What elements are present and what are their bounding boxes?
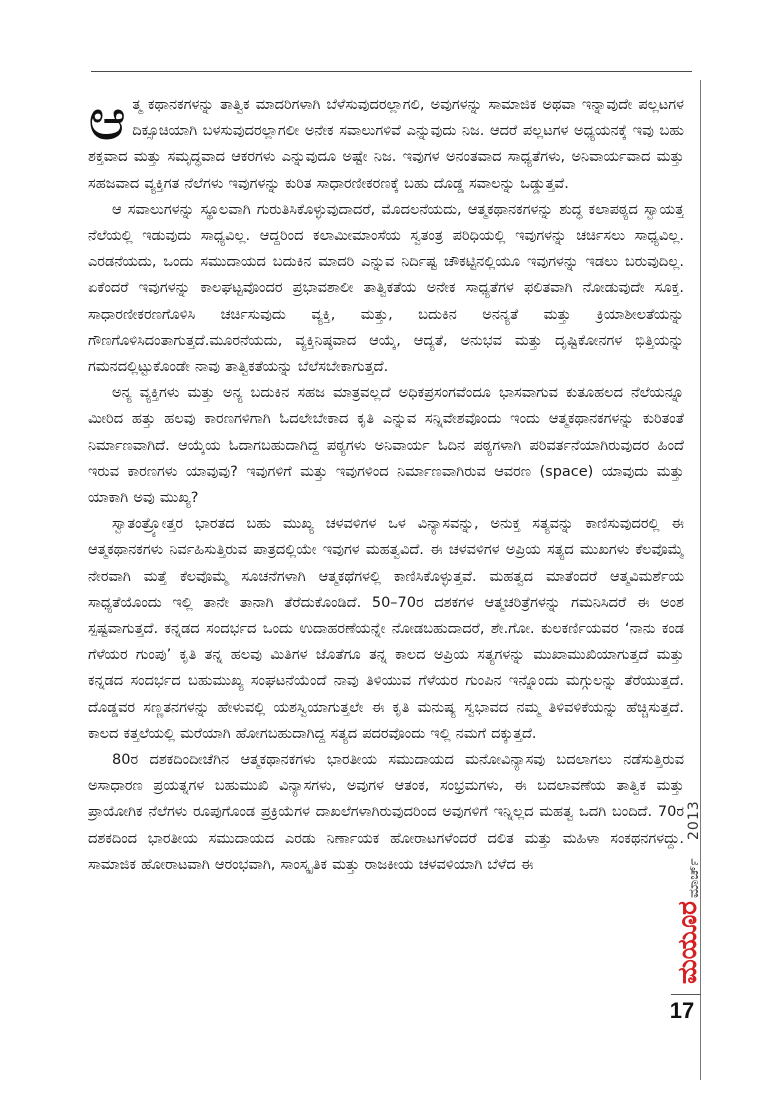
article-paragraph-4: ಸ್ವಾತಂತ್ರ್ಯೋತ್ತರ ಭಾರತದ ಬಹು ಮುಖ್ಯ ಚಳವಳಿಗಳ ಒಳ ವಿನ್ಯಾಸವನ್ನು, ಅನುಕ್ತ ಸತ್ಯವನ್ನು ಕಾಣಿಸುವುದರಲ್ಲಿ ಈ ಆತ್ಮಕಥಾನಕಗಳು ನಿರ್ವಹಿಸುತ್ತಿರುವ ಪಾತ್ರದಲ್ಲಿಯೇ ಇವುಗಳ ಮಹತ್ವವಿದೆ. ಈ ಚಳವಳಿಗಳ ಅಪ್ರಿಯ ಸತ್ಯದ ಮುಖಗಳು ಕೆಲವೊಮ್ಮೆ ನೇರವಾಗಿ ಮತ್ತೆ ಕೆಲವೊಮ್ಮೆ ಸೂಚನೆಗಳಾಗಿ ಆತ್ಮಕಥೆಗಳಲ್ಲಿ ಕಾಣಿಸಿಕೊಳ್ಳುತ್ತವೆ. ಮಹತ್ವದ ಮಾತೆಂದರೆ ಆತ್ಮವಿಮರ್ಶೆಯ ಸಾಧ್ಯತೆಯೊಂದು ಇಲ್ಲಿ ತಾನೇ ತಾನಾಗಿ ತೆರೆದುಕೊಂಡಿದೆ. 50–70ರ ದಶಕಗಳ ಆತ್ಮಚರಿತ್ರೆಗಳನ್ನು ಗಮನಿಸಿದರೆ ಈ ಅಂಶ ಸ್ಪಷ್ಟವಾಗುತ್ತದೆ. ಕನ್ನಡದ ಸಂದರ್ಭದ ಒಂದು ಉದಾಹರಣೆಯನ್ನೇ ನೋಡಬಹುದಾದರೆ, ಶೇ.ಗೋ. ಕುಲಕರ್ಣಿಯವರ ‘ನಾನು ಕಂಡ ಗೆಳೆಯರ ಗುಂಪು’ ಕೃತಿ ತನ್ನ ಹಲವು ಮಿತಿಗಳ ಜೊತೆಗೂ ತನ್ನ ಕಾಲದ ಅಪ್ರಿಯ ಸತ್ಯಗಳನ್ನು ಮುಖಾಮುಖಿಯಾಗುತ್ತದೆ ಮತ್ತು ಕನ್ನಡದ ಸಂದರ್ಭದ ಬಹುಮುಖ್ಯ ಸಂಘಟನೆಯೆಂದೆ ನಾವು ತಿಳಿಯುವ ಗೆಳೆಯರ ಗುಂಪಿನ ಇನ್ನೊಂದು ಮಗ್ಗುಲನ್ನು ತೆರೆಯುತ್ತದೆ. ದೊಡ್ಡವರ ಸಣ್ಣತನಗಳನ್ನು ಹೇಳುವಲ್ಲಿ ಯಶಸ್ವಿಯಾಗುತ್ತಲೇ ಈ ಕೃತಿ ಮನುಷ್ಯ ಸ್ವಭಾವದ ನಮ್ಮ ತಿಳಿವಳಿಕೆಯನ್ನು ಹೆಚ್ಚಿಸುತ್ತದೆ. ಕಾಲದ ಕತ್ತಲೆಯಲ್ಲಿ ಮರೆಯಾಗಿ ಹೋಗಬಹುದಾಗಿದ್ದ ಸತ್ಯದ ಪದರವೊಂದು ಇಲ್ಲಿ ನಮಗೆ ದಕ್ಕುತ್ತದೆ.: [88, 516, 684, 742]
header-rule: [91, 71, 692, 72]
magazine-sidebar-label: [671, 790, 705, 985]
paragraph-text: ತ್ಮ ಕಥಾನಕಗಳನ್ನು ತಾತ್ವಿಕ ಮಾದರಿಗಳಾಗಿ ಬೆಳೆಸುವುದರಲ್ಲಾಗಲಿ, ಅವುಗಳನ್ನು ಸಾಮಾಜಿಕ ಅಥವಾ ಇನ್ನಾವುದೇ ಪಲ್ಲಟಗಳ ದಿಕ್ಸೂಚಿಯಾಗಿ ಬಳಸುವುದರಲ್ಲಾಗಲೀ ಅನೇಕ ಸವಾಲುಗಳಿವೆ ಎನ್ನುವುದು ನಿಜ. ಆದರೆ ಪಲ್ಲಟಗಳ ಅಧ್ಯಯನಕ್ಕೆ ಇವು ಬಹು ಶಕ್ತವಾದ ಮತ್ತು ಸಮೃದ್ಧವಾದ ಆಕರಗಳು ಎನ್ನುವುದೂ ಅಷ್ಟೇ ನಿಜ. ಇವುಗಳ ಅನಂತವಾದ ಸಾಧ್ಯತೆಗಳು, ಅನಿವಾರ್ಯವಾದ ಮತ್ತು ಸಹಜವಾದ ವ್ಯಕ್ತಿಗತ ನೆಲೆಗಳು ಇವುಗಳನ್ನು ಕುರಿತ ಸಾಧಾರಣೀಕರಣಕ್ಕೆ ಬಹು ದೊಡ್ಡ ಸವಾಲನ್ನು ಒಡ್ಡುತ್ತವೆ.: [88, 97, 684, 192]
page-number-rule: [671, 994, 701, 995]
article-paragraph-3: ಅನ್ಯ ವ್ಯಕ್ತಿಗಳು ಮತ್ತು ಅನ್ಯ ಬದುಕಿನ ಸಹಜ ಮಾತ್ರವಲ್ಲದೆ ಅಧಿಕಪ್ರಸಂಗವೆಂದೂ ಭಾಸವಾಗುವ ಕುತೂಹಲದ ನೆಲೆಯನ್ನೂ ಮೀರಿದ ಹತ್ತು ಹಲವು ಕಾರಣಗಳಿಗಾಗಿ ಓದಲೇಬೇಕಾದ ಕೃತಿ ಎನ್ನುವ ಸನ್ನಿವೇಶವೊಂದು ಇಂದು ಆತ್ಮಕಥಾನಕಗಳನ್ನು ಕುರಿತಂತೆ ನಿರ್ಮಾಣವಾಗಿದೆ. ಆಯ್ಕೆಯ ಓದಾಗಬಹುದಾಗಿದ್ದ ಪಠ್ಯಗಳು ಅನಿವಾರ್ಯ ಓದಿನ ಪಠ್ಯಗಳಾಗಿ ಪರಿವರ್ತನೆಯಾಗಿರುವುದರ ಹಿಂದೆ ಇರುವ ಕಾರಣಗಳು ಯಾವುವು? ಇವುಗಳಿಗೆ ಮತ್ತು ಇವುಗಳಿಂದ ನಿರ್ಮಾಣವಾಗಿರುವ ಆವರಣ (space) ಯಾವುದು ಮತ್ತು ಯಾಕಾಗಿ ಅವು ಮುಖ್ಯ?: [88, 385, 684, 507]
page-number: 17: [669, 998, 695, 1023]
drop-cap: ಆ: [88, 92, 127, 153]
article-paragraph-2: ಆ ಸವಾಲುಗಳನ್ನು ಸ್ಥೂಲವಾಗಿ ಗುರುತಿಸಿಕೊಳ್ಳುವುದಾದರೆ, ಮೊದಲನೆಯದು, ಆತ್ಮಕಥಾನಕಗಳನ್ನು ಶುದ್ಧ ಕಲಾಪಠ್ಯದ ಸ್ವಾಯತ್ತ ನೆಲೆಯಲ್ಲಿ ಇಡುವುದು ಸಾಧ್ಯವಿಲ್ಲ. ಆದ್ದರಿಂದ ಕಲಾಮೀಮಾಂಸೆಯ ಸ್ವತಂತ್ರ ಪರಿಧಿಯಲ್ಲಿ ಇವುಗಳನ್ನು ಚರ್ಚಿಸಲು ಸಾಧ್ಯವಿಲ್ಲ. ಎರಡನೆಯದು, ಒಂದು ಸಮುದಾಯದ ಬದುಕಿನ ಮಾದರಿ ಎನ್ನುವ ನಿರ್ದಿಷ್ಟ ಚೌಕಟ್ಟಿನಲ್ಲಿಯೂ ಇವುಗಳನ್ನು ಇಡಲು ಬರುವುದಿಲ್ಲ. ಏಕೆಂದರೆ ಇವುಗಳನ್ನು ಕಾಲಘಟ್ಟವೊಂದರ ಪ್ರಭಾವಶಾಲೀ ತಾತ್ವಿಕತೆಯ ಅನೇಕ ಸಾಧ್ಯತೆಗಳ ಫಲಿತವಾಗಿ ನೋಡುವುದೇ ಸೂಕ್ತ. ಸಾಧಾರಣೀಕರಣಗೊಳಿಸಿ ಚರ್ಚಿಸುವುದು ವ್ಯಕ್ತಿ, ಮತ್ತು, ಬದುಕಿನ ಅನನ್ಯತೆ ಮತ್ತು ಕ್ರಿಯಾಶೀಲತೆಯನ್ನು ಗೌಣಗೊಳಿಸಿದಂತಾಗುತ್ತದೆ.ಮೂರನೆಯದು, ವ್ಯಕ್ತಿನಿಷ್ಠವಾದ ಆಯ್ಕೆ, ಆದ್ಯತೆ, ಅನುಭವ ಮತ್ತು ದೃಷ್ಟಿಕೋನಗಳ ಭಿತ್ತಿಯನ್ನು ಗಮನದಲ್ಲಿಟ್ಟುಕೊಂಡೇ ನಾವು ತಾತ್ವಿಕತೆಯನ್ನು ಬೆಲೆಸಬೇಕಾಗುತ್ತದೆ.: [88, 201, 684, 376]
article-paragraph-1: [88, 92, 684, 197]
issue-year: 2013: [686, 800, 702, 840]
article-body: [88, 92, 684, 1032]
article-paragraph-5: 80ರ ದಶಕದಿಂದೀಚೆಗಿನ ಆತ್ಮಕಥಾನಕಗಳು ಭಾರತೀಯ ಸಮುದಾಯದ ಮನೋವಿನ್ಯಾಸವು ಬದಲಾಗಲು ನಡೆಸುತ್ತಿರುವ ಅಸಾಧಾರಣ ಪ್ರಯತ್ನಗಳ ಬಹುಮುಖಿ ವಿನ್ಯಾಸಗಳು, ಅವುಗಳ ಆತಂಕ, ಸಂಭ್ರಮಗಳು, ಈ ಬದಲಾವಣೆಯ ತಾತ್ವಿಕ ಮತ್ತು ಪ್ರಾಯೋಗಿಕ ನೆಲೆಗಳು ರೂಪುಗೊಂಡ ಪ್ರಕ್ರಿಯೆಗಳ ದಾಖಲೆಗಳಾಗಿರುವುದರಿಂದ ಅವುಗಳಿಗೆ ಇನ್ನಿಲ್ಲದ ಮಹತ್ವ ಒದಗಿ ಬಂದಿದೆ. 70ರ ದಶಕದಿಂದ ಭಾರತೀಯ ಸಮುದಾಯದ ಎರಡು ನಿರ್ಣಾಯಕ ಹೋರಾಟಗಳೆಂದರೆ ದಲಿತ ಮತ್ತು ಮಹಿಳಾ ಸಂಕಥನಗಳದ್ದು. ಸಾಮಾಜಿಕ ಹೋರಾಟವಾಗಿ ಆರಂಭವಾಗಿ, ಸಾಂಸ್ಕೃತಿಕ ಮತ್ತು ರಾಜಕೀಯ ಚಳವಳಿಯಾಗಿ ಬೆಳೆದ ಈ: [88, 752, 684, 873]
issue-month: ಮಾರ್ಚ್: [686, 858, 702, 898]
magazine-name: ಮಯೂರ: [673, 901, 703, 984]
